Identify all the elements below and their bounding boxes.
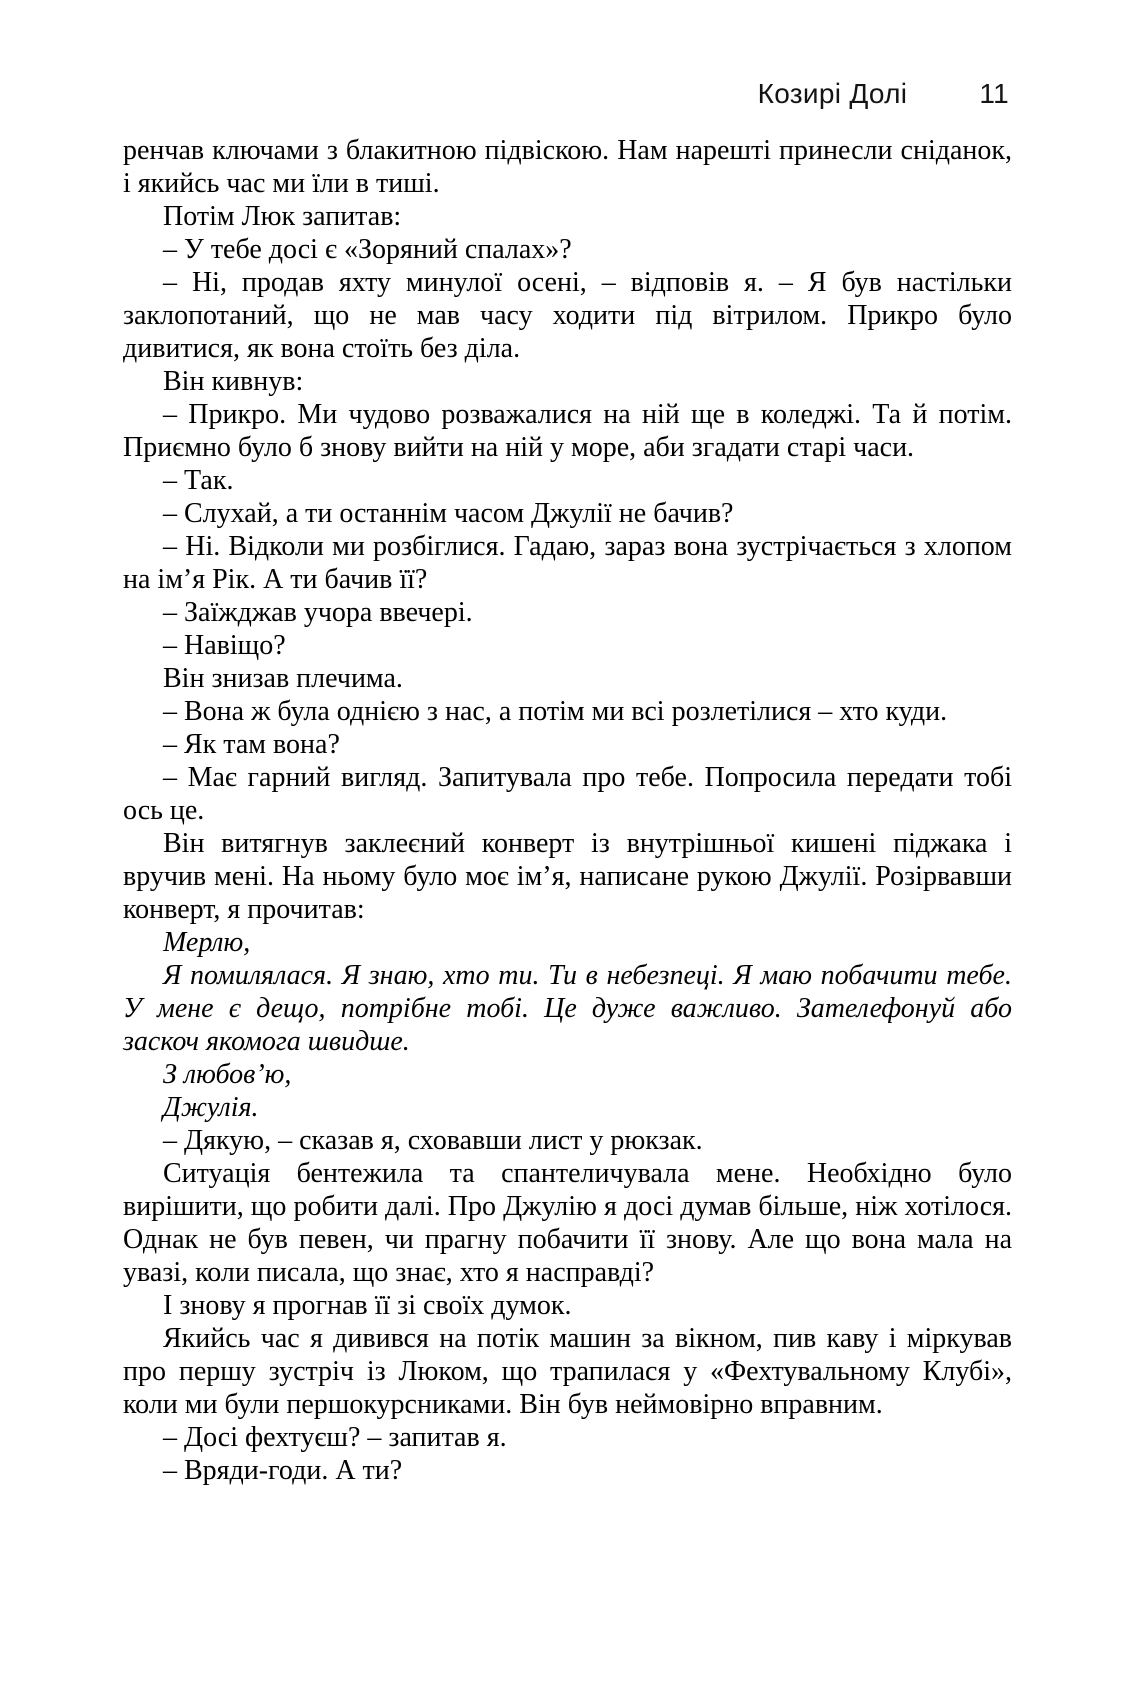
book-title: Козирі Долі xyxy=(757,78,908,109)
letter-valediction: З любов’ю, xyxy=(163,1059,292,1090)
page-body-text xyxy=(123,134,1012,1487)
letter-salutation: Мерлю, xyxy=(163,927,251,958)
dialogue-line: – У тебе досі є «Зоряний спалах»? xyxy=(163,234,572,265)
dialogue-line: – Досі фехтуєш? – запитав я. xyxy=(163,1422,507,1453)
dialogue-line: – Слухай, а ти останнім часом Джулії не бачив? xyxy=(163,498,734,529)
paragraph: Він кивнув: xyxy=(163,366,304,397)
page-number: 11 xyxy=(979,78,1009,109)
dialogue-line: – Вряди-годи. А ти? xyxy=(163,1455,403,1486)
paragraph: Ситуація бентежила та спантеличувала мене. Необхідно було вирішити, що робити далі. Про Джулію я досі думав більше, ніж хотілося. Однак не був певен, чи прагну побачити її знову. Але що вона мала на увазі, коли писала, що знає, хто я насправді? xyxy=(123,1158,1012,1288)
paragraph: Він знизав плечима. xyxy=(163,663,403,694)
running-header xyxy=(0,79,1009,109)
paragraph: Якийсь час я дивився на потік машин за вікном, пив каву і міркував про першу зустріч із Люком, що трапилася у «Фехтувальному Клубі», коли ми були першокурсниками. Він був неймовірно вправним. xyxy=(123,1323,1012,1420)
dialogue-line: – Прикро. Ми чудово розважалися на ній ще в коледжі. Та й потім. Приємно було б знову вийти на ній у море, аби згадати старі часи. xyxy=(123,399,1012,463)
paragraph: ренчав ключами з блакитною підвіскою. Нам нарешті принесли сніданок, і якийсь час ми їли в тиші. xyxy=(123,135,1012,199)
dialogue-line: – Вона ж була однією з нас, а потім ми всі розлетілися – хто куди. xyxy=(163,696,948,727)
dialogue-line: – Ні. Відколи ми розбіглися. Гадаю, зараз вона зустрічається з хлопом на ім’я Рік. А ти бачив її? xyxy=(123,531,1012,595)
paragraph: Він витягнув заклеєний конверт із внутрішньої кишені піджака і вручив мені. На ньому було моє ім’я, написане рукою Джулії. Розірвавши конверт, я прочитав: xyxy=(123,828,1012,925)
dialogue-line: – Навіщо? xyxy=(163,630,286,661)
dialogue-line: – Заїжджав учора ввечері. xyxy=(163,597,473,628)
paragraph: Потім Люк запитав: xyxy=(163,201,402,232)
dialogue-line: – Дякую, – сказав я, сховавши лист у рюкзак. xyxy=(163,1125,703,1156)
dialogue-line: – Як там вона? xyxy=(163,729,340,760)
paragraph: І знову я прогнав її зі своїх думок. xyxy=(163,1290,572,1321)
dialogue-line: – Ні, продав яхту минулої осені, – відповів я. – Я був настільки заклопотаний, що не мав часу ходити під вітрилом. Прикро було дивитися, як вона стоїть без діла. xyxy=(123,267,1012,364)
letter-body: Я помилялася. Я знаю, хто ти. Ти в небезпеці. Я маю побачити тебе. У мене є дещо, потрібне тобі. Це дуже важливо. Зателефонуй або заскоч якомога швидше. xyxy=(123,960,1012,1057)
dialogue-line: – Так. xyxy=(163,465,234,496)
dialogue-line: – Має гарний вигляд. Запитувала про тебе. Попросила передати тобі ось це. xyxy=(123,762,1012,826)
letter-signature: Джулія. xyxy=(163,1092,259,1123)
